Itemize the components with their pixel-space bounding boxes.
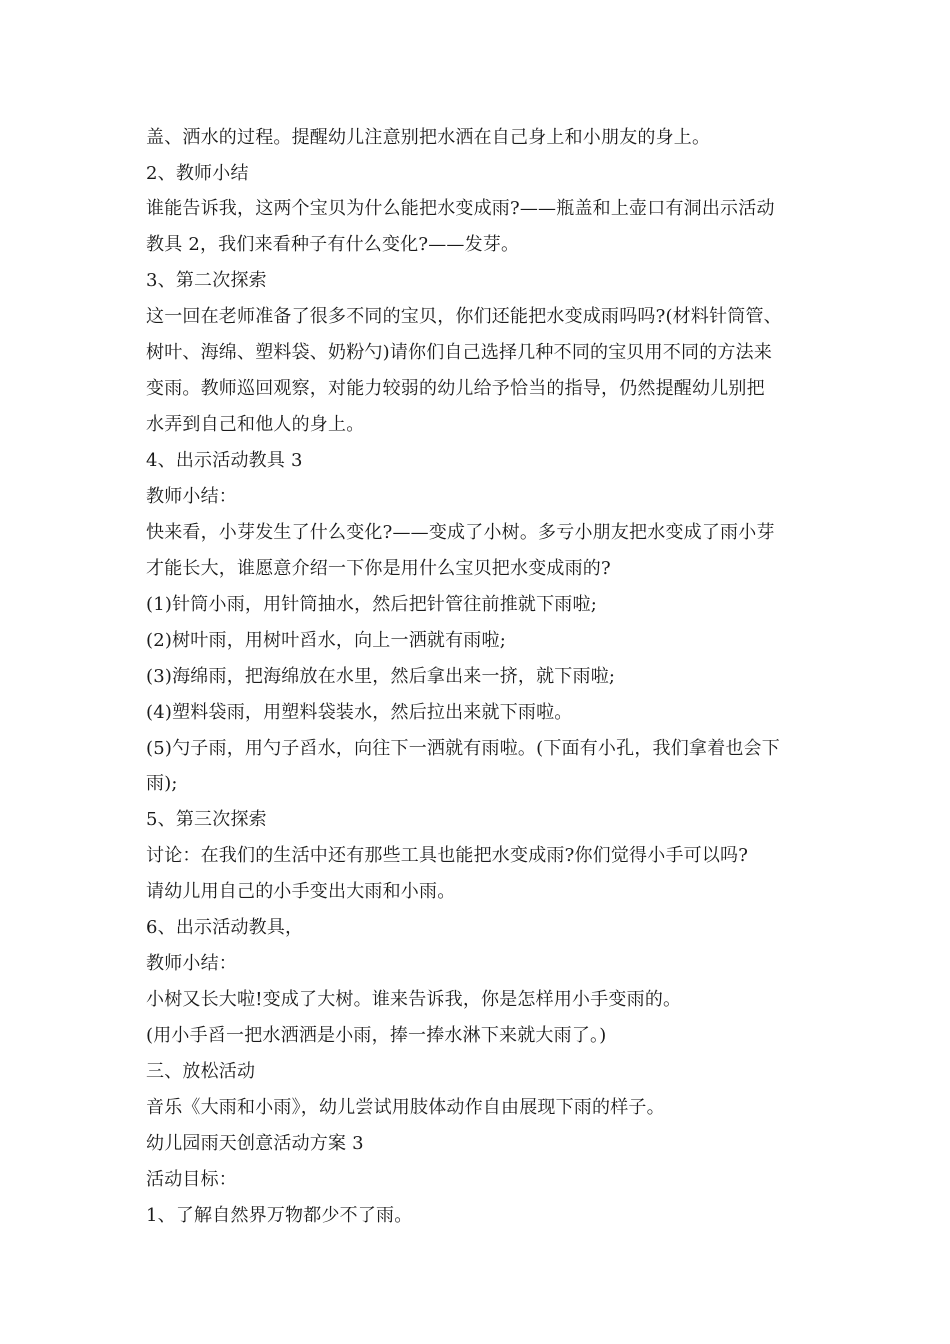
text-line: 谁能告诉我，这两个宝贝为什么能把水变成雨?——瓶盖和上壶口有洞出示活动 <box>146 198 775 219</box>
text-line: 水弄到自己和他人的身上。 <box>146 414 365 435</box>
section-heading: 6、出示活动教具， <box>146 917 304 938</box>
section-heading: 2、教师小结 <box>146 163 249 184</box>
text-line: 变雨。教师巡回观察，对能力较弱的幼儿给予恰当的指导，仍然提醒幼儿别把 <box>146 378 765 399</box>
text-line: 树叶、海绵、塑料袋、奶粉勺)请你们自己选择几种不同的宝贝用不同的方法来 <box>146 342 773 363</box>
list-item: (3)海绵雨，把海绵放在水里，然后拿出来一挤，就下雨啦; <box>146 666 616 687</box>
text-line: 教师小结： <box>146 953 237 974</box>
list-item: (2)树叶雨，用树叶舀水，向上一洒就有雨啦; <box>146 630 506 651</box>
list-item: (5)勺子雨，用勺子舀水，向往下一洒就有雨啦。(下面有小孔，我们拿着也会下 <box>146 738 780 759</box>
section-heading: 三、放松活动 <box>146 1061 256 1082</box>
text-line: (用小手舀一把水洒洒是小雨，捧一捧水淋下来就大雨了。) <box>146 1025 607 1046</box>
text-line: 盖、洒水的过程。提醒幼儿注意别把水洒在自己身上和小朋友的身上。 <box>146 127 711 148</box>
section-heading: 幼儿园雨天创意活动方案 3 <box>146 1133 364 1154</box>
section-heading: 5、第三次探索 <box>146 809 267 830</box>
text-line: 才能长大，谁愿意介绍一下你是用什么宝贝把水变成雨的? <box>146 558 611 579</box>
list-item: (4)塑料袋雨，用塑料袋装水，然后拉出来就下雨啦。 <box>146 702 573 723</box>
list-item: 1、了解自然界万物都少不了雨。 <box>146 1205 413 1226</box>
text-line: 讨论：在我们的生活中还有那些工具也能把水变成雨?你们觉得小手可以吗? <box>146 845 749 866</box>
section-heading: 4、出示活动教具 3 <box>146 450 303 471</box>
text-line: 这一回在老师准备了很多不同的宝贝，你们还能把水变成雨吗吗?(材料针筒管、 <box>146 306 782 327</box>
text-line: 音乐《大雨和小雨》，幼儿尝试用肢体动作自由展现下雨的样子。 <box>146 1097 665 1118</box>
text-line: 小树又长大啦!变成了大树。谁来告诉我，你是怎样用小手变雨的。 <box>146 989 682 1010</box>
text-line: 教师小结： <box>146 486 237 507</box>
text-line: 雨); <box>146 773 178 794</box>
section-heading: 3、第二次探索 <box>146 270 267 291</box>
list-item: (1)针筒小雨，用针筒抽水，然后把针管往前推就下雨啦; <box>146 594 597 615</box>
text-line: 活动目标： <box>146 1169 237 1190</box>
text-line: 快来看，小芽发生了什么变化?——变成了小树。多亏小朋友把水变成了雨小芽 <box>146 522 775 543</box>
text-line: 教具 2，我们来看种子有什么变化?——发芽。 <box>146 234 520 255</box>
text-line: 请幼儿用自己的小手变出大雨和小雨。 <box>146 881 456 902</box>
